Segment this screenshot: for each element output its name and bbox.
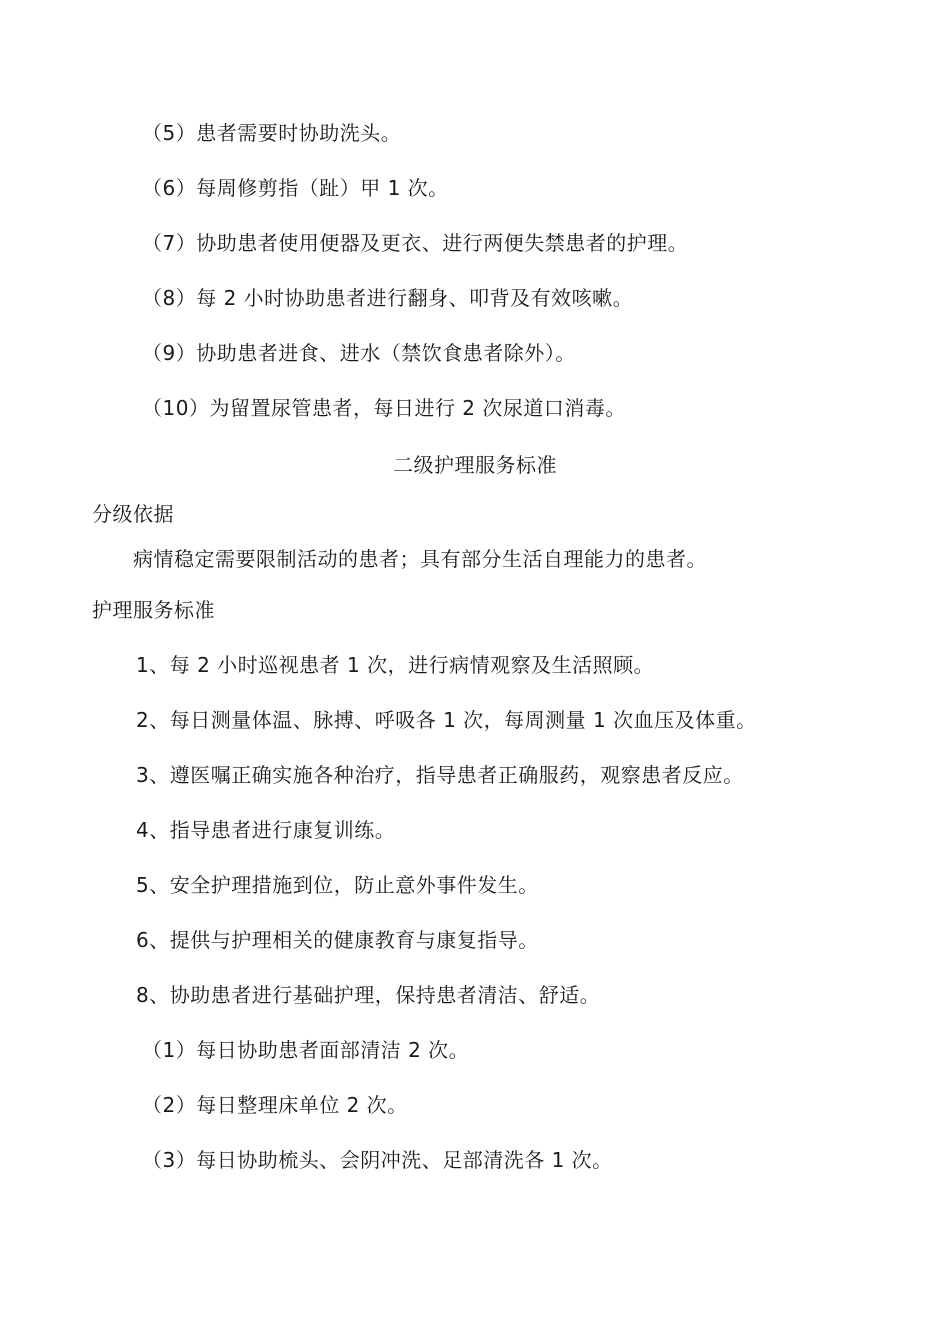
list-item: 2、每日测量体温、脉搏、呼吸各 1 次，每周测量 1 次血压及体重。 [136,708,757,732]
service-standards-heading: 护理服务标准 [92,598,215,622]
list-item: （5）患者需要时协助洗头。 [142,121,402,145]
section-title: 二级护理服务标准 [393,453,557,477]
list-item: （9）协助患者进食、进水（禁饮食患者除外）。 [142,341,576,365]
list-item: （8）每 2 小时协助患者进行翻身、叩背及有效咳嗽。 [142,286,634,310]
list-item: （3）每日协助梳头、会阴冲洗、足部清洗各 1 次。 [142,1148,613,1172]
list-item: 8、协助患者进行基础护理，保持患者清洁、舒适。 [136,983,601,1007]
list-item: 6、提供与护理相关的健康教育与康复指导。 [136,928,539,952]
list-item: 5、安全护理措施到位，防止意外事件发生。 [136,873,539,897]
list-item: （2）每日整理床单位 2 次。 [142,1093,408,1117]
list-item: （10）为留置尿管患者，每日进行 2 次尿道口消毒。 [142,396,626,420]
list-item: （7）协助患者使用便器及更衣、进行两便失禁患者的护理。 [142,231,689,255]
list-item: 3、遵医嘱正确实施各种治疗，指导患者正确服药，观察患者反应。 [136,763,744,787]
grading-basis-text: 病情稳定需要限制活动的患者；具有部分生活自理能力的患者。 [133,547,707,571]
grading-basis-heading: 分级依据 [92,502,174,526]
list-item: 4、指导患者进行康复训练。 [136,818,396,842]
list-item: （1）每日协助患者面部清洁 2 次。 [142,1038,470,1062]
list-item: （6）每周修剪指（趾）甲 1 次。 [142,176,449,200]
list-item: 1、每 2 小时巡视患者 1 次，进行病情观察及生活照顾。 [136,653,655,677]
